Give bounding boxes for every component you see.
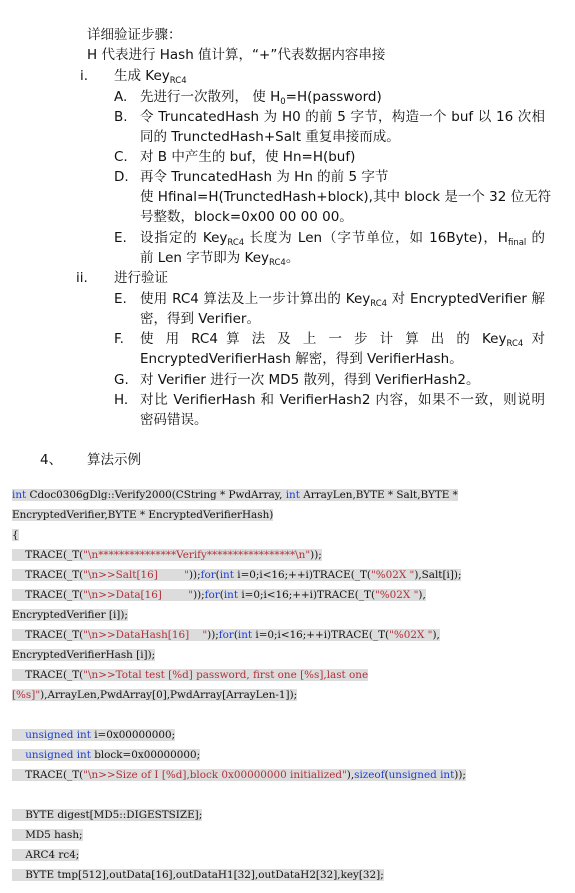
item-b-line-2: 同的 TrunctedHash+Salt 重复串接而成。 [140,129,400,145]
code-line-3: { [12,529,19,541]
code-line-10: TRACE(_T("\n>>Total test [%d] password, first one [%s],last one [12,669,369,681]
item-a-text: 先进行一次散列， 使 $H_0=H(password)$ [140,89,382,107]
item-d-line-2: 使 Hfinal=H(TrunctedHash+block),其中 block 是一个 32 位无符 [140,189,552,205]
step-i-number: i. [80,68,89,84]
step-ii-number: ii. [76,270,88,286]
code-line-7: EncryptedVerifier [i]); [12,609,128,621]
step-ii-title: 进行验证 [114,270,168,286]
verify-item-h-label: H. [114,392,129,408]
item-e-line-1: 设指定的 Key$_{RC4}$ 长度为 Len（字节单位，如 16Byte)，$H_{final}$ 的 [140,230,545,248]
item-e-line-2: 前 Len 字节即为 Key$_{RC4}$。 [140,250,300,268]
code-line-1: int Cdoc0306gDlg::Verify2000(CString * PwdArray, int ArrayLen,BYTE * Salt,BYTE * [12,489,458,501]
section-4-title: 算法示例 [87,452,141,468]
code-line-14: TRACE(_T("\n>>Size of I [%d],block 0x00000000 initialized"),sizeof(unsigned int)); [12,769,466,781]
section-4-number: 4、 [40,452,63,468]
verify-item-e-line-2: 密，得到 Verifier。 [140,311,260,327]
verify-item-g-label: G. [114,372,129,388]
verify-item-h-line-1: 对比 VerifierHash 和 VerifierHash2 内容，如果不一致，则说明 [140,392,545,408]
code-line-17: ARC4 rc4; [12,849,80,861]
item-d-line-1: 再令 TruncatedHash 为 Hn 的前 5 字节 [140,169,389,185]
verify-item-f-line-2: EncryptedVerifierHash 解密，得到 VerifierHash。 [140,351,463,367]
step-i-title: 生成 Key$_{RC4}$ [114,68,187,86]
code-line-13: unsigned int block=0x00000000; [12,749,201,761]
intro-line-2: H 代表进行 Hash 值计算，“+”代表数据内容串接 [87,47,386,63]
item-d-label: D. [114,169,129,185]
item-a-label: A. [114,89,128,105]
code-line-8: TRACE(_T("\n>>DataHash[16] "));for(int i=0;i<16;++i)TRACE(_T("%02X "), [12,629,440,641]
code-line-4: TRACE(_T("\n***************Verify*****************\n")); [12,549,322,561]
code-line-18: BYTE tmp[512],outData[16],outDataH1[32],outDataH2[32],key[32]; [12,869,384,881]
item-c-text: 对 B 中产生的 buf，使 Hn=H(buf) [140,149,356,165]
verify-item-f-label: F. [114,331,124,347]
code-line-6: TRACE(_T("\n>>Data[16] "));for(int i=0;i<16;++i)TRACE(_T("%02X "), [12,589,426,601]
code-line-2: EncryptedVerifier,BYTE * EncryptedVerifierHash) [12,509,274,521]
verify-item-h-line-2: 密码错误。 [140,412,208,428]
code-line-15: BYTE digest[MD5::DIGESTSIZE]; [12,809,203,821]
verify-item-e-label: E. [114,291,127,307]
item-d-line-3: 号整数，block=0x00 00 00 00。 [140,209,353,225]
item-b-line-1: 令 TruncatedHash 为 H0 的前 5 字节，构造一个 buf 以 16 次相 [140,109,545,125]
verify-item-f-line-1: 使 用 RC4 算 法 及 上 一 步 计 算 出 的 Key$_{RC4}$ 对 [140,331,545,349]
code-line-12: unsigned int i=0x00000000; [12,729,176,741]
item-e-label: E. [114,230,127,246]
code-line-11: [%s]"),ArrayLen,PwdArray[0],PwdArray[ArrayLen-1]); [12,689,298,701]
code-line-9: EncryptedVerifierHash [i]); [12,649,156,661]
item-c-label: C. [114,149,128,165]
intro-line-1: 详细验证步骤： [87,27,182,43]
code-line-5: TRACE(_T("\n>>Salt[16] "));for(int i=0;i<16;++i)TRACE(_T("%02X "),Salt[i]); [12,569,462,581]
verify-item-g-text: 对 Verifier 进行一次 MD5 散列，得到 VerifierHash2。 [140,372,480,388]
code-line-16: MD5 hash; [12,829,83,841]
verify-item-e-line-1: 使用 RC4 算法及上一步计算出的 Key$_{RC4}$ 对 EncryptedVerifier 解 [140,291,546,309]
item-b-label: B. [114,109,128,125]
